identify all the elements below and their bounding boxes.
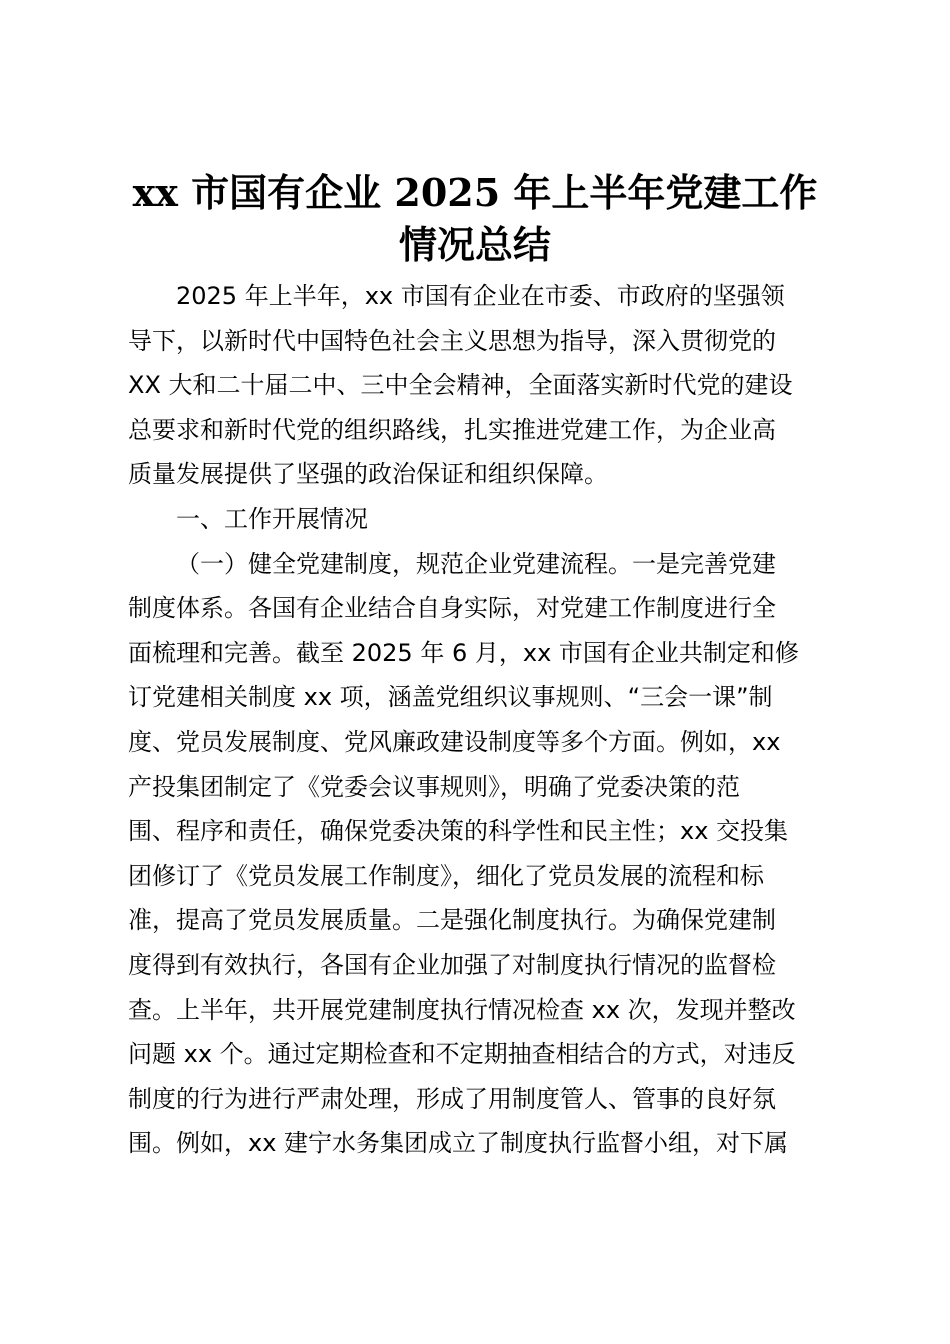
paragraph-line: （一）健全党建制度，规范企业党建流程。一是完善党建 — [176, 549, 776, 578]
paragraph-line: 产投集团制定了《党委会议事规则》，明确了党委决策的范 — [128, 772, 740, 801]
paragraph-line: 团修订了《党员发展工作制度》，细化了党员发展的流程和标 — [128, 861, 764, 890]
paragraph-line: 度、党员发展制度、党风廉政建设制度等多个方面。例如，xx — [128, 727, 781, 756]
document-body — [128, 274, 832, 1166]
paragraph-line: 质量发展提供了坚强的政治保证和组织保障。 — [128, 460, 608, 489]
paragraph-line: 制度的行为进行严肃处理，形成了用制度管人、管事的良好氛 — [128, 1084, 776, 1113]
paragraph-line: 2025 年上半年，xx 市国有企业在市委、市政府的坚强领 — [176, 282, 785, 310]
paragraph-line: 准，提高了党员发展质量。二是强化制度执行。为确保党建制 — [128, 906, 776, 935]
paragraph-line: 围。例如，xx 建宁水务集团成立了制度执行监督小组，对下属 — [128, 1129, 789, 1158]
paragraph-line: 总要求和新时代党的组织路线，扎实推进党建工作，为企业高 — [128, 415, 776, 444]
paragraph-line: 问题 xx 个。通过定期检查和不定期抽查相结合的方式，对违反 — [128, 1040, 796, 1069]
paragraph-line: 导下，以新时代中国特色社会主义思想为指导，深入贯彻党的 — [128, 326, 776, 355]
document-title-line-2: 情况总结 — [398, 222, 551, 267]
paragraph-line: 面梳理和完善。截至 2025 年 6 月，xx 市国有企业共制定和修 — [128, 638, 799, 667]
paragraph-line: XX 大和二十届二中、三中全会精神，全面落实新时代党的建设 — [128, 371, 793, 400]
paragraph-line: 度得到有效执行，各国有企业加强了对制度执行情况的监督检 — [128, 950, 776, 979]
document-title-line-1: xx 市国有企业 2025 年上半年党建工作 — [132, 170, 818, 215]
paragraph-line: 制度体系。各国有企业结合自身实际，对党建工作制度进行全 — [128, 594, 776, 623]
paragraph-line: 查。上半年，共开展党建制度执行情况检查 xx 次，发现并整改 — [128, 995, 796, 1024]
paragraph-line: 围、程序和责任，确保党委决策的科学性和民主性；xx 交投集 — [128, 817, 789, 846]
paragraph-line: 订党建相关制度 xx 项，涵盖党组织议事规则、“三会一课”制 — [128, 683, 773, 712]
section-heading: 一、工作开展情况 — [176, 504, 368, 533]
